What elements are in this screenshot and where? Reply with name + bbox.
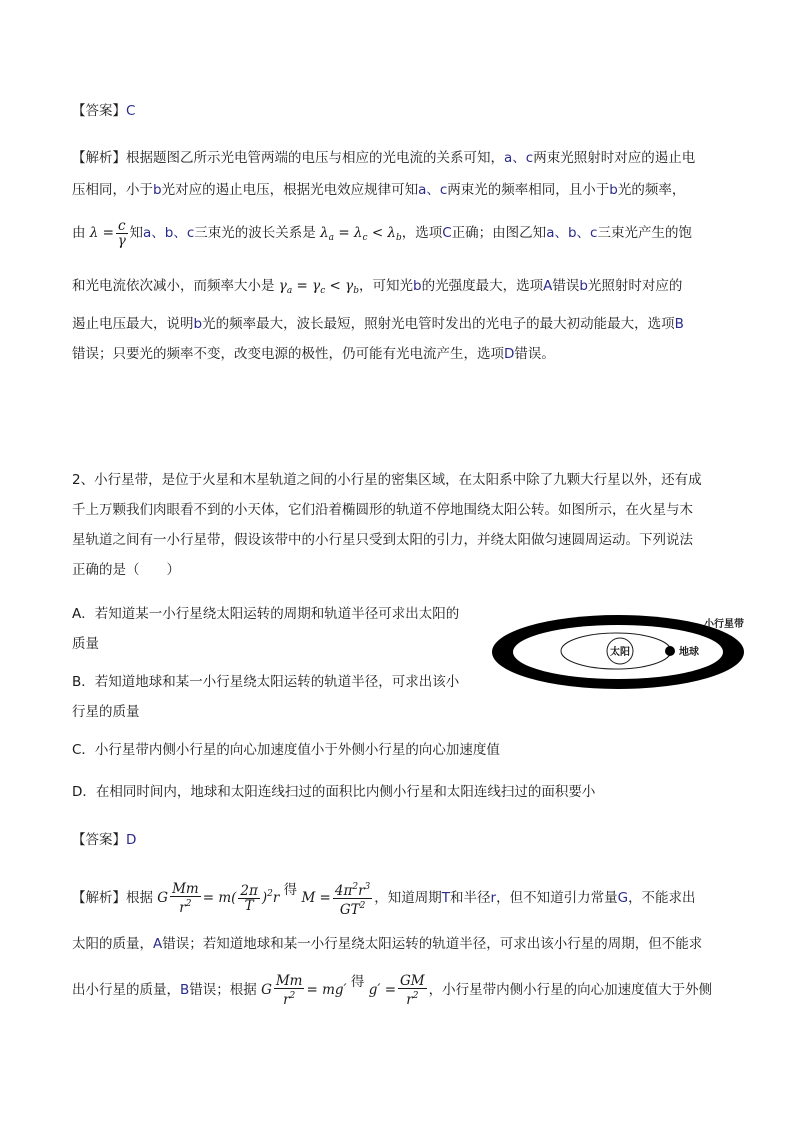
- q1-answer-line: [72, 101, 135, 121]
- text-run: 由: [72, 225, 86, 241]
- text-run: b: [153, 182, 162, 198]
- text-run: ，选项: [401, 225, 443, 241]
- belt-label: 小行星带: [704, 619, 744, 630]
- q1-analysis-line-4: [72, 276, 682, 301]
- text-run: 和半径: [450, 890, 491, 906]
- text-run: ，但不知道引力常量: [496, 890, 618, 906]
- text-run: a、c: [504, 150, 534, 166]
- fraction: $\frac{2\pi}{T}$: [240, 883, 258, 914]
- fraction: $\frac{Mm}{r^2}$: [275, 973, 303, 1008]
- fraction: [116, 219, 128, 248]
- text-run: 正确；由图乙知: [451, 225, 547, 241]
- answer-label: 【答案】: [72, 103, 126, 119]
- text-run: 的光强度最大，选项: [421, 278, 544, 294]
- text-run: 错误。: [514, 346, 555, 362]
- q2-stem-line-3: 星轨道之间有一小行星带，假设该带中的小行星只受到太阳的引力，并绕太阳做匀速圆周运动。下列说法: [72, 532, 693, 548]
- q1-analysis-line-1: [72, 148, 695, 168]
- fraction-denominator: γ: [117, 233, 126, 249]
- text-run: C: [442, 225, 452, 241]
- answer-value: D: [126, 832, 137, 848]
- text-run: A: [153, 936, 163, 952]
- text-run: 光的频率最大，波长最短，照射光电管时发出的光电子的最大初动能最大，选项: [202, 316, 675, 332]
- fraction-numerator: c: [117, 218, 126, 234]
- formula-frequency-relation: $\gamma_a = \gamma_c < \gamma_b$: [278, 278, 359, 296]
- text-run: 光对应的遏止电压，根据光电效应规律可知: [161, 182, 419, 198]
- option-b-line-1: B．若知道地球和某一小行星绕太阳运转的轨道半径，可求出该小: [72, 674, 460, 690]
- earth-icon: [665, 646, 675, 656]
- text-run: B: [180, 982, 190, 998]
- option-d: D．在相同时间内，地球和太阳连线扫过的面积比内侧小行星和太阳连线扫过的面积要小: [72, 784, 596, 800]
- text-run: 两束光照射时对应的遏止电: [533, 150, 696, 166]
- text-run: 两束光的频率相同，且小于: [447, 182, 610, 198]
- text-run: b: [413, 278, 422, 294]
- q2-answer-line: [72, 830, 136, 850]
- analysis-label: 【解析】: [72, 890, 126, 906]
- text-run: 光的频率，: [617, 182, 686, 198]
- asteroid-belt-figure: [488, 606, 758, 694]
- q2-analysis-line-3: [72, 962, 712, 1010]
- formula-acceleration: g′ = $\frac{GM}{r^2}$: [368, 973, 425, 1008]
- text-run: 知: [129, 225, 144, 241]
- earth-label: 地球: [679, 647, 699, 658]
- text-run: 错误；根据: [189, 982, 257, 998]
- text-run: A: [543, 278, 553, 294]
- text-run: 得: [283, 882, 298, 898]
- text-run: 得: [350, 974, 365, 990]
- formula-wavelength-relation: $\lambda_a = \lambda_c < \lambda_b$: [320, 225, 402, 243]
- text-run: D: [504, 346, 515, 362]
- text-run: 三束光的波长关系是: [194, 225, 316, 241]
- option-c: C．小行星带内侧小行星的向心加速度值小于外侧小行星的向心加速度值: [72, 742, 500, 758]
- text-run: 错误: [552, 278, 580, 294]
- sun-label: 太阳: [610, 647, 630, 658]
- q2-analysis-line-1: [72, 870, 696, 918]
- text-run: r: [490, 890, 497, 906]
- q2-stem-line-1: 2、小行星带，是位于火星和木星轨道之间的小行星的密集区域，在太阳系中除了九颗大行星以外，还有成: [72, 472, 702, 488]
- q2-analysis-line-2: [72, 934, 702, 954]
- q1-analysis-line-2: [72, 180, 685, 200]
- answer-value: C: [126, 103, 136, 119]
- q2-stem-line-2: 千上万颗我们肉眼看不到的小天体，它们沿着椭圆形的轨道不停地围绕太阳公转。如图所示，在火星与木: [72, 502, 693, 518]
- text-run: a、c: [418, 182, 448, 198]
- text-run: 根据题图乙所示光电管两端的电压与相应的光电流的关系可知，: [126, 150, 504, 166]
- text-run: 和光电流依次减小，而频率大小是: [72, 278, 275, 294]
- option-a-line-2: 质量: [72, 636, 99, 652]
- text-run: a、b、c: [143, 225, 195, 241]
- text-run: ，知道周期: [374, 890, 442, 906]
- option-b-line-2: 行星的质量: [72, 704, 140, 720]
- formula-lhs: λ =: [89, 225, 114, 241]
- q1-analysis-line-3: [72, 218, 692, 253]
- formula-gravity-acceleration: G $\frac{Mm}{r^2}$ = mg′: [261, 973, 347, 1008]
- text-run: ，小行星带内侧小行星的向心加速度值大于外侧: [428, 982, 713, 998]
- formula-lambda: [89, 218, 130, 249]
- text-run: b: [609, 182, 618, 198]
- fraction: $\frac{4\pi^2r^3}{GT^2}$: [334, 882, 371, 918]
- fraction: $\frac{Mm}{r^2}$: [172, 881, 199, 916]
- text-run: B: [674, 316, 684, 332]
- text-run: ，可知光: [359, 278, 413, 294]
- analysis-label: 【解析】: [72, 150, 126, 166]
- text-run: ，不能求出: [628, 890, 696, 906]
- text-run: 根据: [126, 890, 153, 906]
- text-run: G: [617, 890, 629, 906]
- text-run: 遏止电压最大，说明: [72, 316, 194, 332]
- q1-analysis-line-6: [72, 344, 555, 364]
- text-run: 出小行星的质量，: [72, 982, 180, 998]
- text-run: T: [441, 890, 451, 906]
- formula-gravity-period: G $\frac{Mm}{r^2}$ = m( $\frac{2\pi}{T}$ )$^2$r: [157, 881, 280, 916]
- text-run: a、b、c: [546, 225, 598, 241]
- fraction: $\frac{GM}{r^2}$: [400, 973, 425, 1008]
- q1-analysis-line-5: [72, 314, 684, 334]
- q2-stem-line-4: 正确的是（ ）: [72, 562, 180, 578]
- formula-solar-mass: M = $\frac{4\pi^2r^3}{GT^2}$: [301, 882, 371, 918]
- answer-label: 【答案】: [72, 832, 126, 848]
- text-run: b: [193, 316, 203, 332]
- text-run: 错误；只要光的频率不变，改变电源的极性，仍可能有光电流产生，选项: [72, 346, 504, 362]
- text-run: 光照射时对应的: [587, 278, 683, 294]
- text-run: 三束光产生的饱: [597, 225, 692, 241]
- text-run: b: [579, 278, 588, 294]
- text-run: 太阳的质量，: [72, 936, 153, 952]
- option-a-line-1: A．若知道某一小行星绕太阳运转的周期和轨道半径可求出太阳的: [72, 606, 460, 622]
- text-run: 压相同，小于: [72, 182, 153, 198]
- text-run: 错误；若知道地球和某一小行星绕太阳运转的轨道半径，可求出该小行星的周期，但不能求: [162, 936, 703, 952]
